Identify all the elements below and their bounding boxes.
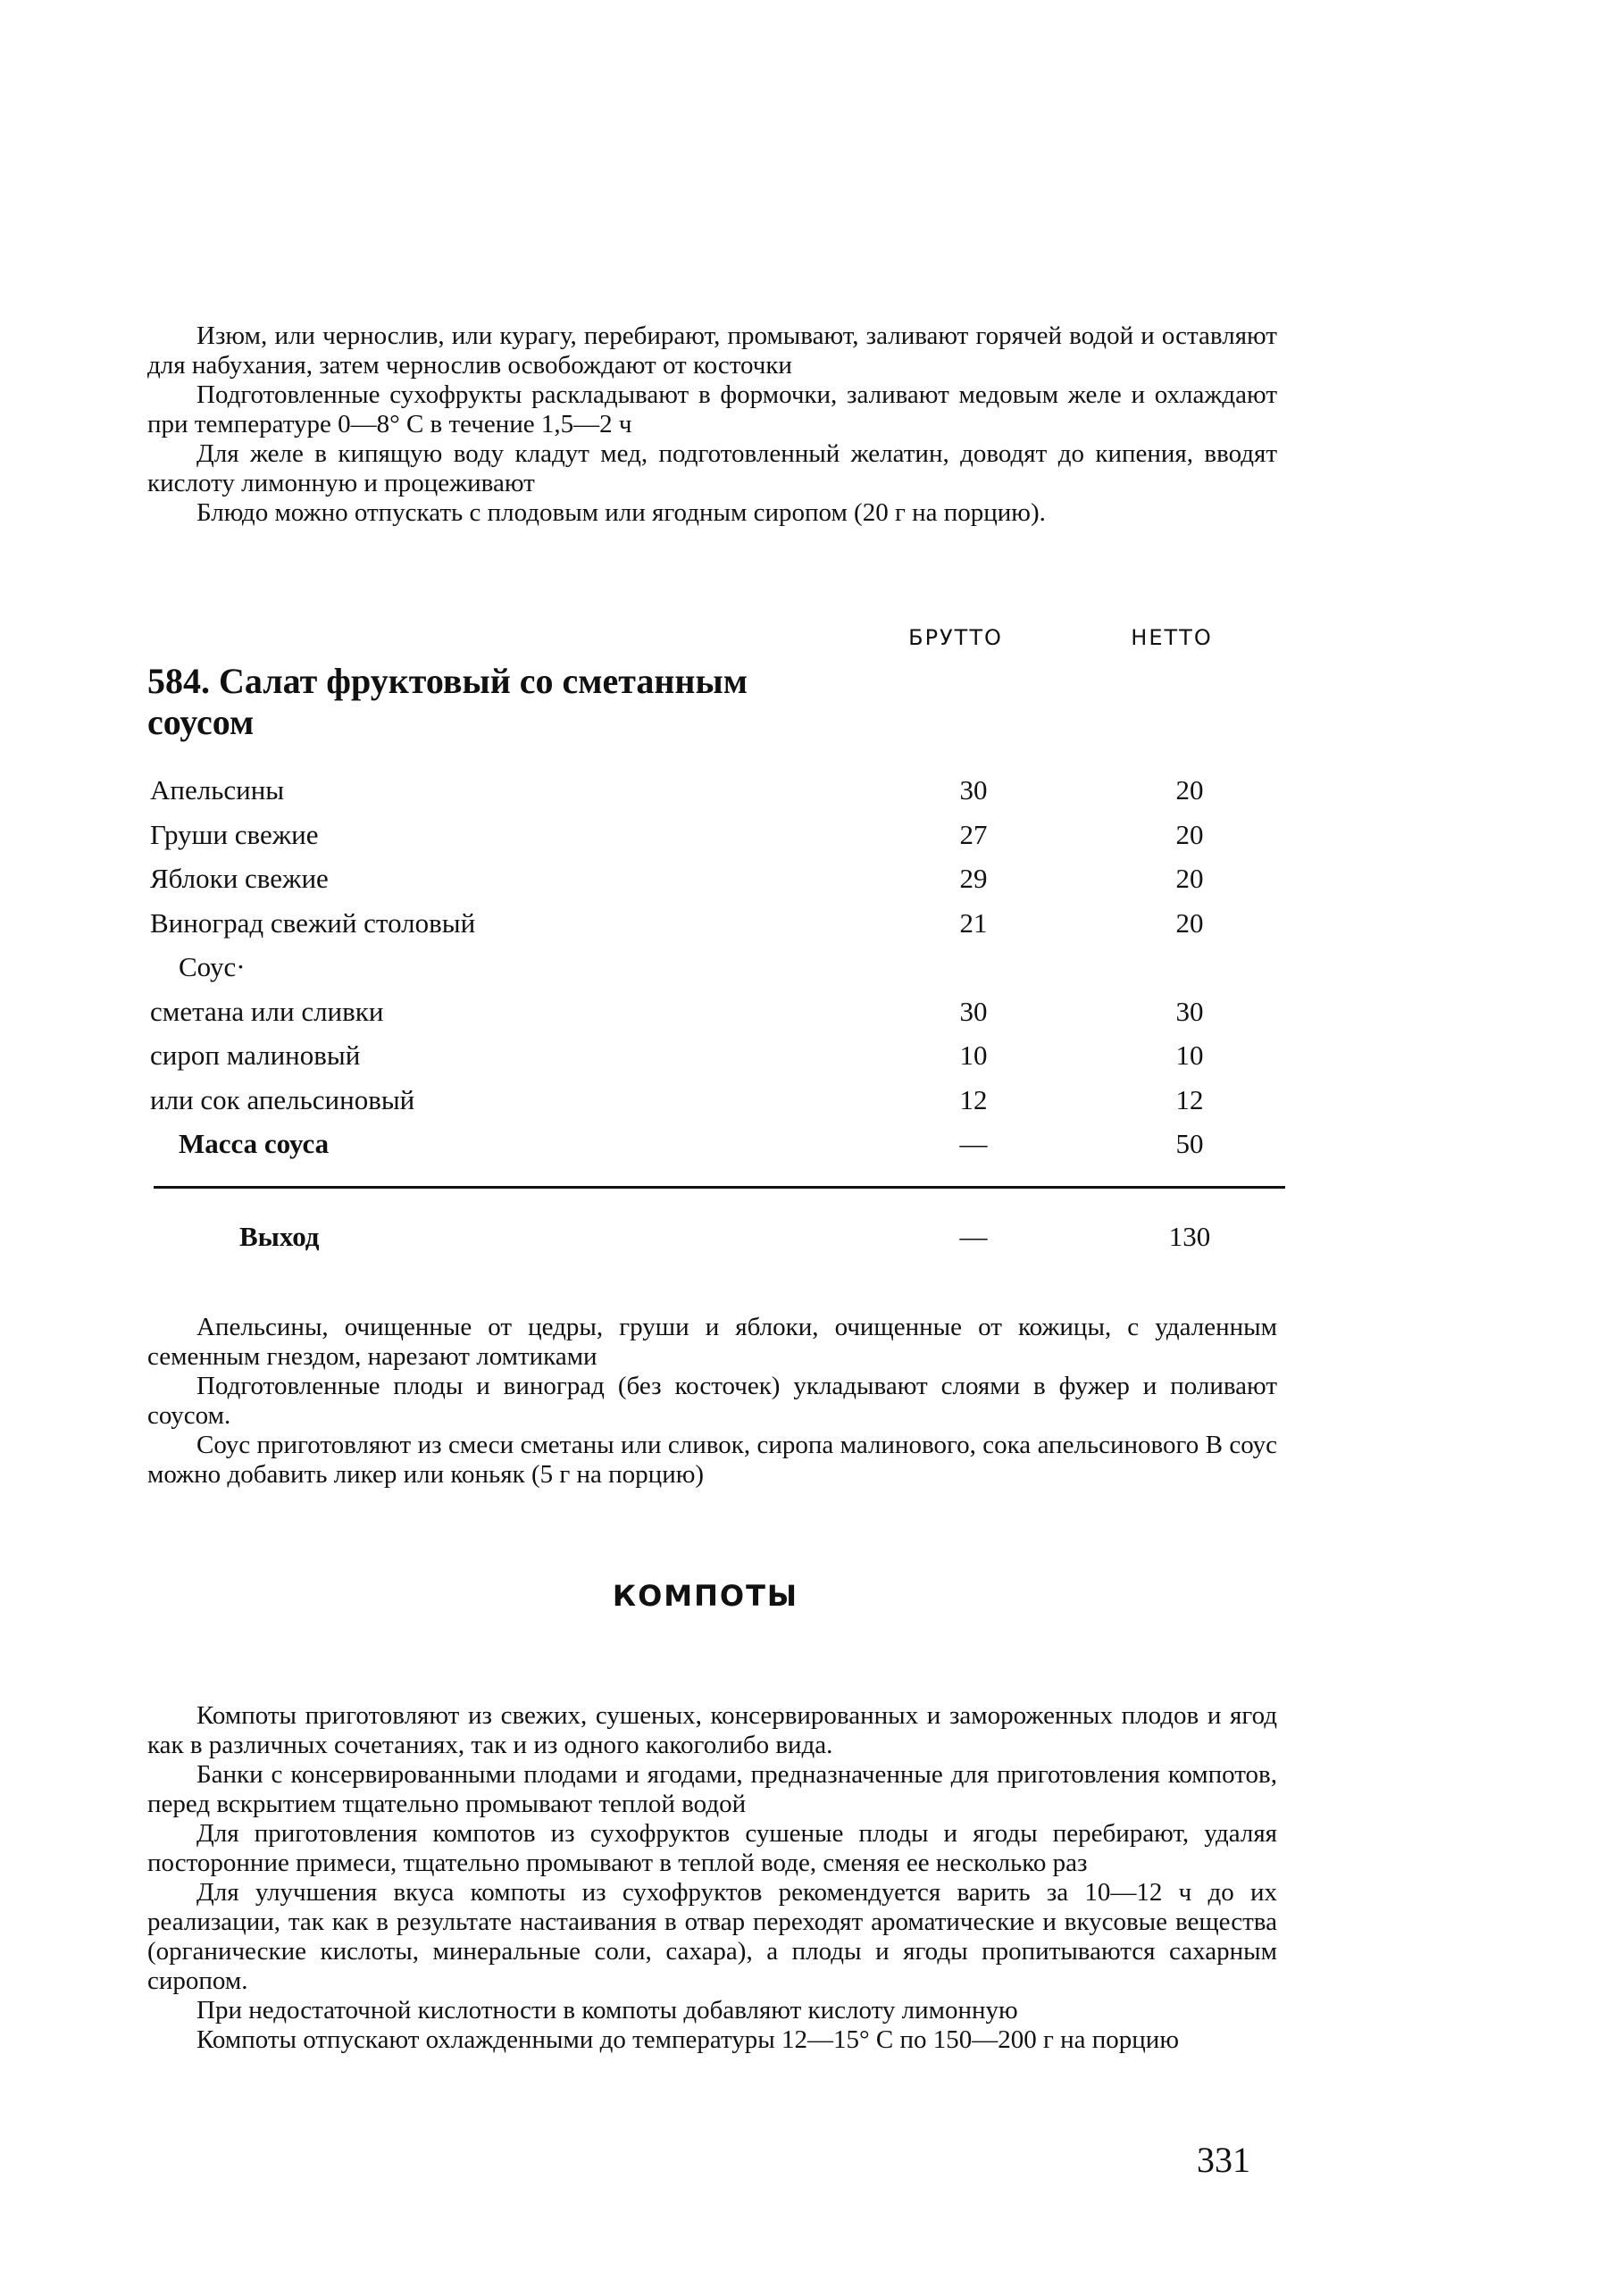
- brutto-value: —: [959, 1128, 988, 1159]
- brutto-value: 10: [959, 1039, 988, 1071]
- column-header-netto: НЕТТО: [1131, 625, 1213, 650]
- paragraph: Подготовленные сухофрукты раскладывают в формочки, заливают медовым желе и охлаждают при температуре 0—8° С в течение 1,5—2 ч: [147, 380, 1277, 438]
- netto-value: 50: [1175, 1128, 1204, 1159]
- ingredient-name: Яблоки свежие: [150, 863, 329, 894]
- brutto-value: 30: [959, 995, 988, 1027]
- netto-value: 12: [1175, 1083, 1204, 1115]
- table-row: [150, 945, 1284, 989]
- column-header-brutto: БРУТТО: [908, 625, 1003, 650]
- yield-netto: 130: [1168, 1221, 1211, 1252]
- netto-value: 20: [1175, 906, 1204, 939]
- ingredient-table: [150, 768, 1284, 1166]
- netto-value: 30: [1175, 995, 1204, 1027]
- table-divider: [154, 1186, 1285, 1189]
- table-row: [150, 989, 1284, 1034]
- ingredient-subheading: Соус·: [179, 951, 246, 982]
- table-row: [150, 1033, 1284, 1078]
- ingredient-name: или сок апельсиновый: [150, 1083, 415, 1115]
- brutto-value: 29: [959, 863, 988, 894]
- section-heading: КОМПОТЫ: [612, 1579, 799, 1613]
- brutto-value: 30: [959, 774, 988, 806]
- paragraph: Изюм, или чернослив, или курагу, перебирают, промывают, заливают горячей водой и оставляют для набухания, затем чернослив освобождают от косточки: [147, 321, 1277, 380]
- recipe-title: 584. Салат фруктовый со сметанным соусом: [147, 661, 748, 742]
- paragraph: Компоты отпускают охлажденными до температуры 12—15° С по 150—200 г на порцию: [196, 2025, 1179, 2054]
- paragraph: Апельсины, очищенные от цедры, груши и яблоки, очищенные от кожицы, с удаленным семенным гнездом, нарезают ломтиками: [147, 1313, 1277, 1371]
- table-row: [150, 901, 1284, 946]
- table-row: [150, 813, 1284, 857]
- paragraph: Для приготовления компотов из сухофруктов сушеные плоды и ягоды перебирают, удаляя посторонние примеси, тщательно промывают в теплой воде, сменяя ее несколько раз: [147, 1819, 1277, 1877]
- recipe-instructions: [147, 1313, 1277, 1490]
- paragraph: Для улучшения вкуса компоты из сухофруктов рекомендуется варить за 10—12 ч до их реализации, так как в результате настаивания в отвар переходят ароматические и вкусовые вещества (органические кислоты, минеральные соли, сахара), а плоды и ягоды пропитываются сахарным сиропом.: [147, 1878, 1277, 1995]
- ingredient-name: Груши свежие: [150, 818, 319, 850]
- intro-text: [147, 321, 1277, 528]
- yield-row: [150, 1215, 1284, 1259]
- table-row: [150, 768, 1284, 813]
- brutto-value: 21: [959, 906, 988, 939]
- yield-label: Выход: [239, 1221, 320, 1252]
- paragraph: Для желе в кипящую воду кладут мед, подготовленный желатин, доводят до кипения, вводят кислоту лимонную и процеживают: [147, 439, 1277, 497]
- paragraph: Компоты приготовляют из свежих, сушеных, консервированных и замороженных плодов и ягод как в различных сочетаниях, так и из одного какоголибо вида.: [147, 1701, 1277, 1759]
- paragraph: Блюдо можно отпускать с плодовым или ягодным сиропом (20 г на порцию).: [196, 498, 1046, 527]
- table-row: [150, 1078, 1284, 1123]
- brutto-value: 27: [959, 818, 988, 850]
- netto-value: 20: [1175, 774, 1204, 806]
- table-row: [150, 856, 1284, 901]
- yield-brutto: —: [959, 1221, 988, 1252]
- page-number: 331: [1197, 2140, 1250, 2180]
- sauce-mass-label: Масса соуса: [179, 1128, 330, 1159]
- netto-value: 20: [1175, 863, 1204, 894]
- paragraph: Подготовленные плоды и виноград (без косточек) укладывают слоями в фужер и поливают соусом.: [147, 1372, 1277, 1430]
- ingredient-name: Виноград свежий столовый: [150, 906, 476, 939]
- netto-value: 20: [1175, 818, 1204, 850]
- table-row: [150, 1122, 1284, 1166]
- ingredient-name: сироп малиновый: [150, 1039, 361, 1071]
- ingredient-name: Апельсины: [150, 774, 285, 806]
- paragraph: Банки с консервированными плодами и ягодами, предназначенные для приготовления компотов, перед вскрытием тщательно промывают теплой водой: [147, 1760, 1277, 1818]
- paragraph: При недостаточной кислотности в компоты добавляют кислоту лимонную: [196, 1996, 1018, 2025]
- paragraph: Соус приготовляют из смеси сметаны или сливок, сиропа малинового, сока апельсинового В соус можно добавить ликер или коньяк (5 г на порцию): [147, 1431, 1277, 1489]
- compote-text: [147, 1701, 1277, 2055]
- netto-value: 10: [1175, 1039, 1204, 1071]
- ingredient-name: сметана или сливки: [150, 995, 384, 1027]
- brutto-value: 12: [959, 1083, 988, 1115]
